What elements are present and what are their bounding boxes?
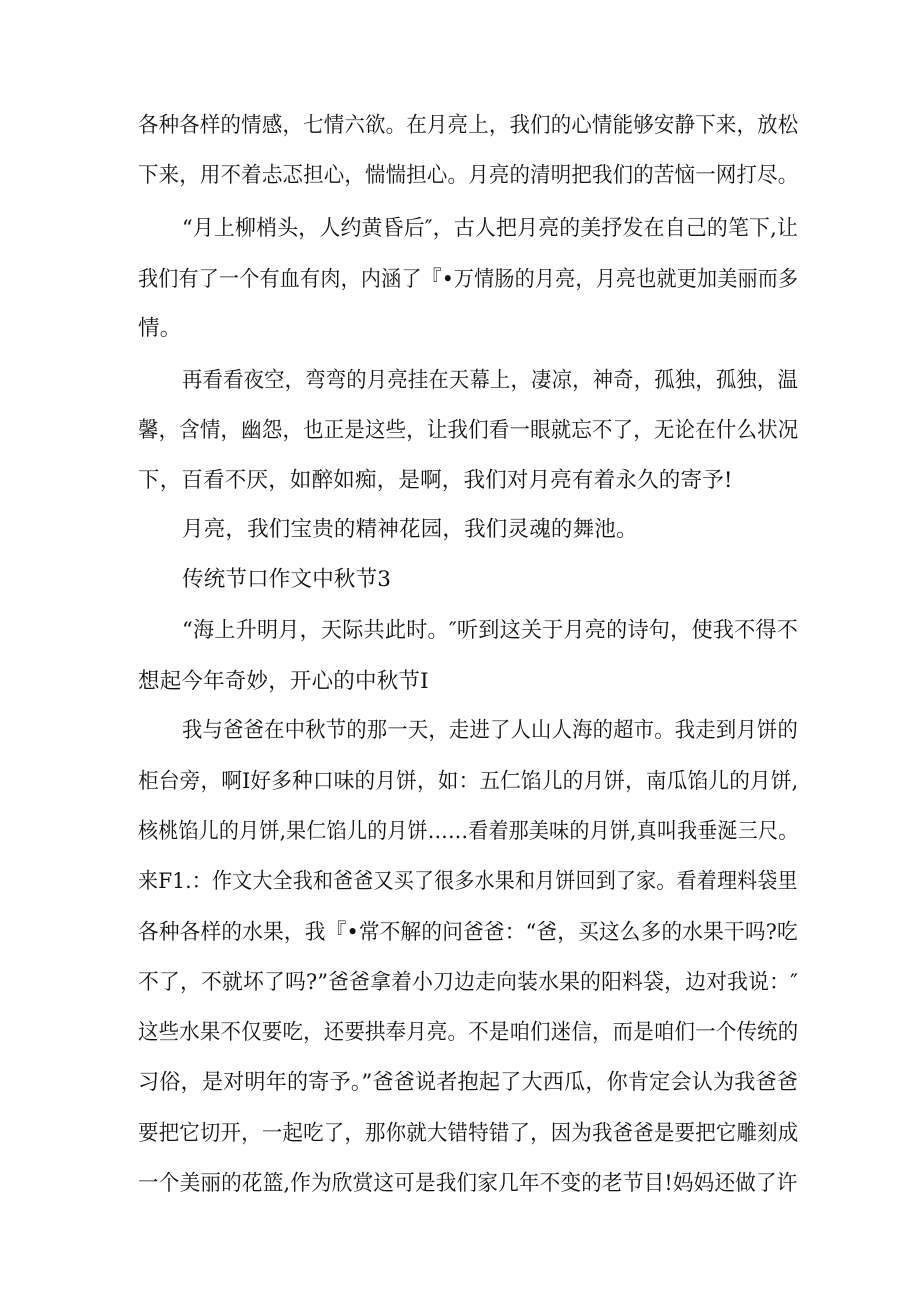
text-line: 核桃馅儿的月饼,果仁馅儿的月饼……看着那美味的月饼,真叫我垂涎三尺。 xyxy=(138,819,799,844)
text-line: 各种各样的情感，七情六欲。在月亮上，我们的心情能够安静下来，放松 xyxy=(138,113,799,138)
text-line: 月亮，我们宝贵的精神花园，我们灵魂的舞池。 xyxy=(182,517,638,542)
text-line: 要把它切开，一起吃了，那你就大错特错了，因为我爸爸是要把它雕刻成 xyxy=(138,1121,799,1146)
text-line: 这些水果不仅要吃，还要拱奉月亮。不是咱们迷信，而是咱们一个传统的 xyxy=(138,1020,799,1045)
text-line: 馨，含情，幽怨，也正是这些，让我们看一眼就忘不了，无论在什么状况 xyxy=(138,418,799,443)
text-line: 下，百看不厌，如醉如痴，是啊，我们对月亮有着永久的寄予! xyxy=(138,468,733,493)
text-line: 柜台旁，啊I好多种口味的月饼，如：五仁馅儿的月饼，南瓜馅儿的月饼, xyxy=(138,769,799,794)
text-line: 一个美丽的花篮,作为欣赏这可是我们家几年不变的老节目!妈妈还做了许 xyxy=(138,1171,798,1196)
text-line: 下来，用不着忐忑担心，惴惴担心。月亮的清明把我们的苦恼一网打尽。 xyxy=(138,163,799,188)
text-line: 来F1.：作文大全我和爸爸又买了很多水果和月饼回到了家。看着理料袋里 xyxy=(138,869,798,894)
text-line: 各种各样的水果，我『•常不解的问爸爸：“爸，买这么多的水果干吗?吃 xyxy=(138,920,798,945)
text-line: 不了，不就坏了吗?”爸爸拿着小刀边走向装水果的阳料袋，边对我说：″ xyxy=(138,970,799,995)
section-heading: 传统节口作文中秋节3 xyxy=(182,567,392,592)
text-line: 习俗，是对明年的寄予。”爸爸说者抱起了大西瓜，你肯定会认为我爸爸 xyxy=(138,1070,799,1095)
text-line: 我与爸爸在中秋节的那一天，走进了人山人海的超市。我走到月饼的 xyxy=(182,718,798,743)
text-line: 再看看夜空，弯弯的月亮挂在天幕上，凄凉，神奇，孤独，孤独，温 xyxy=(182,368,798,393)
text-line: 想起今年奇妙，开心的中秋节I xyxy=(138,669,429,694)
text-line: “海上升明月，天际共此时。″听到这关于月亮的诗句，使我不得不 xyxy=(182,618,799,643)
text-line: 我们有了一个有血有肉，内涵了『•万情肠的月亮，月亮也就更加美丽而多 xyxy=(138,267,799,292)
text-line: 情。 xyxy=(138,316,182,341)
text-line: “月上柳梢头，人约黄昏后″，古人把月亮的美抒发在自己的笔下,让 xyxy=(182,216,799,241)
